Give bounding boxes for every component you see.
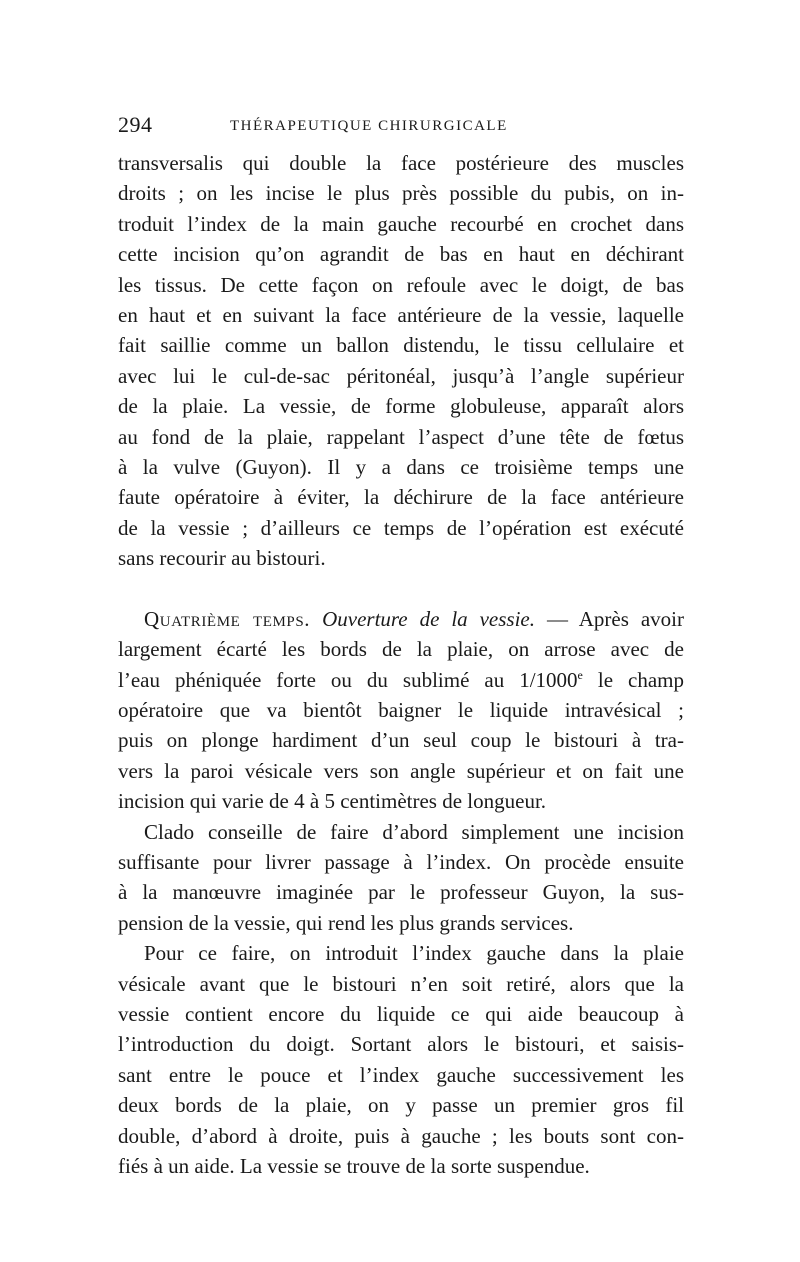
text-line: fait saillie comme un ballon distendu, le tissu cellulaire et [118,333,684,358]
text-line: Pour ce faire, on introduit l’index gauche dans la plaie [144,941,684,966]
text-line: double, d’abord à droite, puis à gauche ; les bouts sont con- [118,1123,684,1148]
text-line: deux bords de la plaie, on y passe un premier gros fil [118,1093,684,1118]
text-line: avec lui le cul-de-sac péritonéal, jusqu’à l’angle supérieur [118,363,684,388]
book-page [118,112,684,1181]
text-line: au fond de la plaie, rappelant l’aspect d’une tête de fœtus [118,424,684,449]
text-line: de la vessie ; d’ailleurs ce temps de l’opération est exécuté [118,515,684,540]
text-line: vésicale avant que le bistouri n’en soit retiré, alors que la [118,971,684,996]
text-line: opératoire que va bientôt baigner le liquide intravésical ; [118,697,684,722]
text-line: de la plaie. La vessie, de forme globuleuse, apparaît alors [118,394,684,419]
text-line: vessie contient encore du liquide ce qui aide beaucoup à [118,1001,684,1026]
paragraph-3 [118,817,684,939]
text-run: le champ [582,667,684,692]
text-run: l’eau phéniquée forte ou du sublimé au 1/1000 [118,667,578,692]
text-line: pension de la vessie, qui rend les plus grands services. [118,910,574,935]
text-line [118,665,684,695]
text-line: faute opératoire à éviter, la déchirure de la face antérieure [118,485,684,510]
running-title: THÉRAPEUTIQUE CHIRURGICALE [230,118,508,134]
text-line: l’introduction du doigt. Sortant alors le bistouri, et saisis- [118,1032,684,1057]
text-line: vers la paroi vésicale vers son angle supérieur et on fait une [118,758,684,783]
text-line: à la manœuvre imaginée par le professeur Guyon, la sus- [118,880,684,905]
paragraph-4 [118,938,684,1181]
text-run: — Après avoir [546,606,685,631]
text-line: suffisante pour livrer passage à l’index. On procède ensuite [118,849,684,874]
page-number: 294 [118,112,153,137]
text-line: incision qui varie de 4 à 5 centimètres de longueur. [118,789,547,814]
text-line: sans recourir au bistouri. [118,546,326,571]
text-line: puis on plonge hardiment d’un seul coup le bistouri à tra- [118,728,684,753]
superscript: e [577,667,583,682]
section-subtitle: Ouverture de la vessie. [322,606,536,631]
text-line: cette incision qu’on agrandit de bas en haut en déchirant [118,242,684,267]
text-line: largement écarté les bords de la plaie, on arrose avec de [118,637,684,662]
text-line: à la vulve (Guyon). Il y a dans ce troisième temps une [118,455,684,480]
text-line: troduit l’index de la main gauche recourbé en crochet dans [118,211,684,236]
text-line: sant entre le pouce et l’index gauche successivement les [118,1062,684,1087]
text-line: transversalis qui double la face postérieure des muscles [118,151,684,175]
text-line: en haut et en suivant la face antérieure de la vessie, laquelle [118,303,684,328]
section-gap [118,574,684,604]
text-line: droits ; on les incise le plus près possible du pubis, on in- [118,181,684,206]
section-heading-line [118,604,684,634]
running-head [118,112,684,142]
text-line: fiés à un aide. La vessie se trouve de la sorte suspendue. [118,1154,590,1178]
paragraph-2 [118,604,684,817]
section-heading: Quatrième temps. [144,606,311,631]
text-line: les tissus. De cette façon on refoule avec le doigt, de bas [118,272,684,297]
paragraph-1 [118,148,684,574]
text-line: Clado conseille de faire d’abord simplement une incision [144,819,684,844]
